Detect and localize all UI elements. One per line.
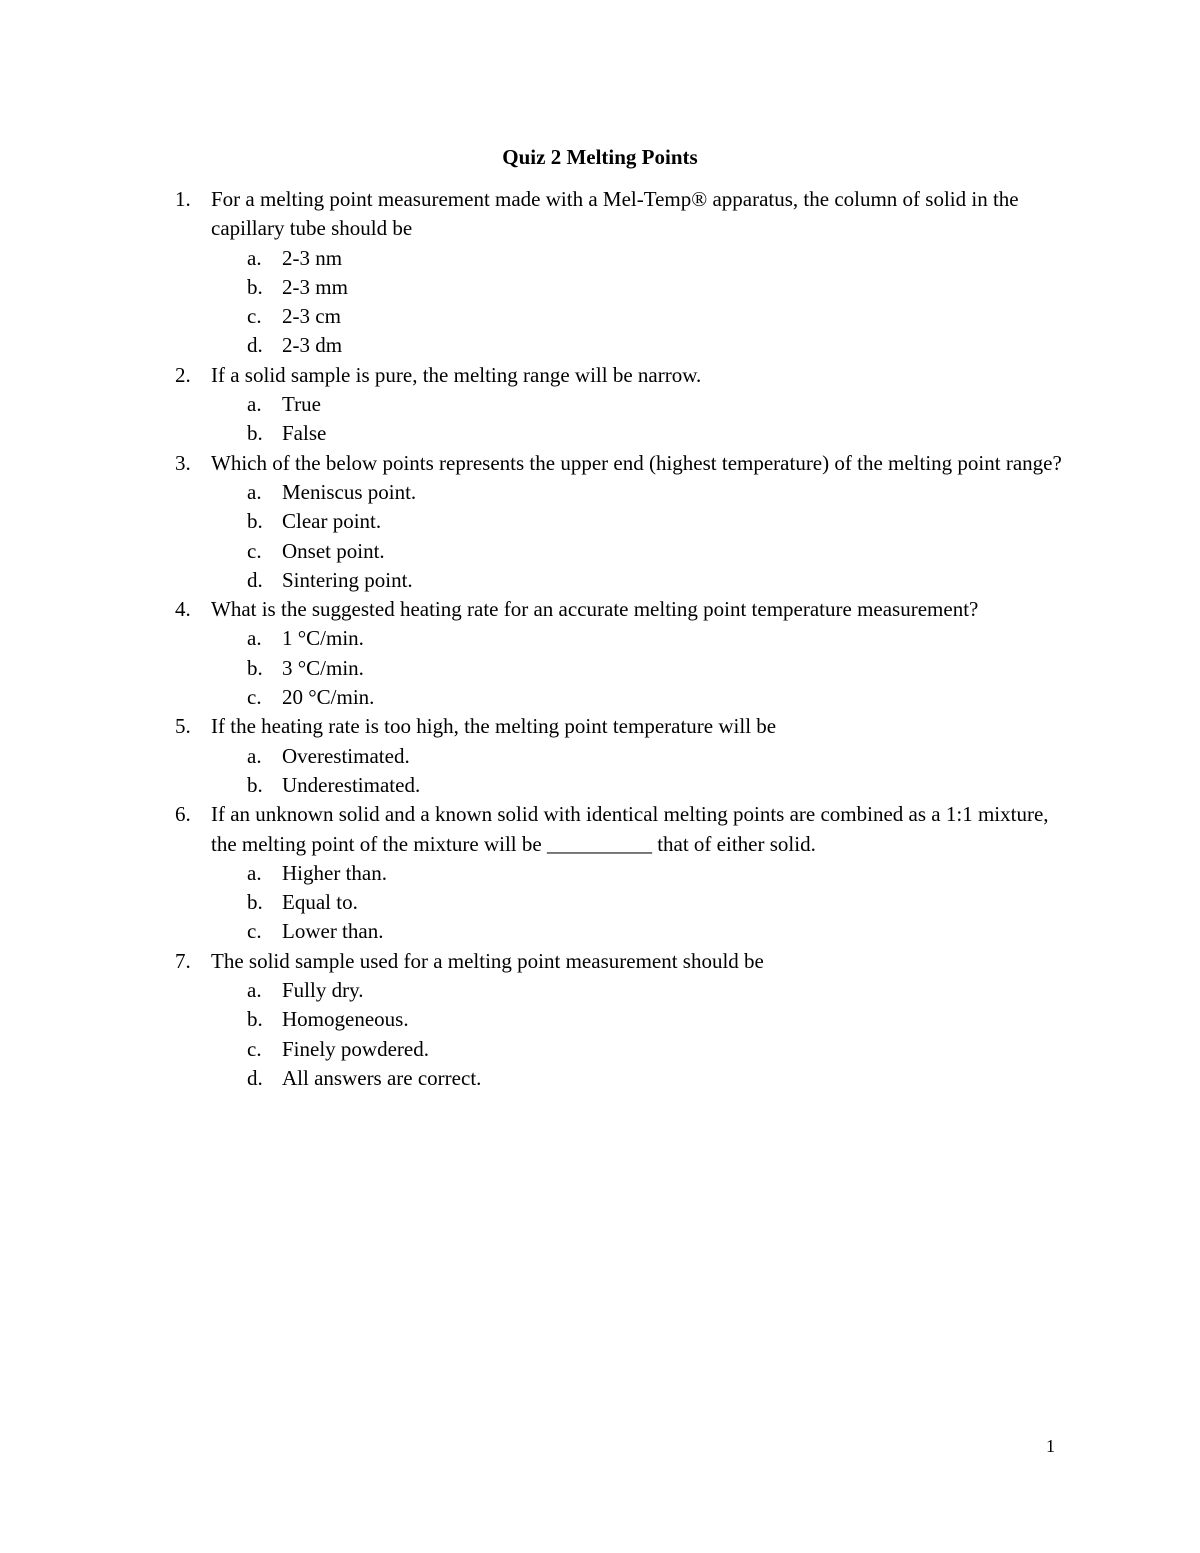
option-letter: b. — [247, 1007, 263, 1032]
question-7 — [0, 947, 1200, 1093]
question-number: 7. — [175, 948, 191, 973]
question-number: 2. — [175, 362, 191, 387]
question-stem — [0, 361, 1200, 390]
answer-option — [0, 1035, 1200, 1064]
answer-option — [0, 859, 1200, 888]
answer-option — [0, 888, 1200, 917]
option-text: Fully dry. — [282, 978, 364, 1003]
question-2 — [0, 361, 1200, 449]
answer-option — [0, 302, 1200, 331]
option-letter: c. — [247, 538, 262, 563]
answer-option — [0, 390, 1200, 419]
question-6 — [0, 800, 1200, 946]
option-text: Overestimated. — [282, 743, 410, 768]
option-text: 20 °C/min. — [282, 685, 375, 710]
option-letter: c. — [247, 1036, 262, 1061]
answer-option — [0, 507, 1200, 536]
question-number: 1. — [175, 187, 191, 211]
option-text: Onset point. — [282, 538, 385, 563]
question-stem — [0, 595, 1200, 624]
option-text: Higher than. — [282, 860, 387, 885]
option-letter: a. — [247, 479, 262, 504]
question-text: Which of the below points represents the upper end (highest temperature) of the melting point range? — [211, 450, 1062, 475]
option-letter: b. — [247, 274, 263, 299]
answer-option — [0, 566, 1200, 595]
option-letter: b. — [247, 772, 263, 797]
option-text: Equal to. — [282, 890, 358, 915]
question-number: 6. — [175, 802, 191, 827]
option-text: Homogeneous. — [282, 1007, 409, 1032]
option-text: All answers are correct. — [282, 1065, 482, 1090]
question-list — [0, 185, 1200, 1093]
option-letter: b. — [247, 890, 263, 915]
answer-option — [0, 624, 1200, 653]
option-text: 2-3 cm — [282, 304, 341, 329]
answer-option — [0, 1064, 1200, 1093]
question-5 — [0, 712, 1200, 800]
question-text: If a solid sample is pure, the melting range will be narrow. — [211, 362, 702, 387]
option-letter: d. — [247, 1065, 263, 1090]
question-number: 3. — [175, 450, 191, 475]
option-text: True — [282, 392, 321, 417]
answer-option — [0, 742, 1200, 771]
option-letter: a. — [247, 392, 262, 417]
question-4 — [0, 595, 1200, 712]
question-text: What is the suggested heating rate for an accurate melting point temperature measurement? — [211, 597, 979, 622]
answer-option — [0, 273, 1200, 302]
question-text: If the heating rate is too high, the melting point temperature will be — [211, 714, 777, 739]
option-letter: a. — [247, 245, 262, 270]
option-letter: d. — [247, 333, 263, 358]
option-text: Sintering point. — [282, 567, 413, 592]
question-stem — [0, 947, 1200, 976]
option-letter: a. — [247, 626, 262, 651]
option-letter: a. — [247, 860, 262, 885]
option-text: Finely powdered. — [282, 1036, 429, 1061]
option-letter: c. — [247, 304, 262, 329]
option-text: 1 °C/min. — [282, 626, 364, 651]
question-1 — [0, 185, 1200, 361]
option-text: Clear point. — [282, 509, 382, 534]
option-text: 3 °C/min. — [282, 655, 364, 680]
option-letter: b. — [247, 509, 263, 534]
question-stem — [0, 800, 1200, 859]
option-letter: c. — [247, 919, 262, 944]
page-number: 1 — [1046, 1436, 1055, 1456]
answer-option — [0, 244, 1200, 273]
question-text: The solid sample used for a melting point measurement should be — [211, 948, 764, 973]
option-text: 2-3 mm — [282, 274, 348, 299]
option-text: Underestimated. — [282, 772, 421, 797]
option-letter: a. — [247, 743, 262, 768]
option-text: 2-3 nm — [282, 245, 343, 270]
option-letter: b. — [247, 421, 263, 446]
option-text: 2-3 dm — [282, 333, 343, 358]
question-text: For a melting point measurement made with a Mel-Temp® apparatus, the column of solid in the capillary tube should be — [211, 187, 1019, 241]
question-number: 4. — [175, 597, 191, 622]
answer-option — [0, 419, 1200, 448]
answer-option — [0, 683, 1200, 712]
answer-option — [0, 1005, 1200, 1034]
option-letter: b. — [247, 655, 263, 680]
question-number: 5. — [175, 714, 191, 739]
question-stem — [0, 449, 1200, 478]
option-letter: d. — [247, 567, 263, 592]
question-stem — [0, 712, 1200, 741]
option-letter: c. — [247, 685, 262, 710]
answer-option — [0, 976, 1200, 1005]
option-text: Lower than. — [282, 919, 384, 944]
answer-option — [0, 478, 1200, 507]
option-text: False — [282, 421, 327, 446]
answer-option — [0, 654, 1200, 683]
question-3 — [0, 449, 1200, 595]
option-letter: a. — [247, 978, 262, 1003]
page-title: Quiz 2 Melting Points — [502, 145, 698, 169]
question-stem — [0, 185, 1200, 244]
answer-option — [0, 917, 1200, 946]
answer-option — [0, 771, 1200, 800]
option-text: Meniscus point. — [282, 479, 417, 504]
answer-option — [0, 331, 1200, 360]
question-text: If an unknown solid and a known solid with identical melting points are combined as a 1:1 mixture, the melting point of the mixture will be __________ that of either solid. — [211, 802, 1049, 856]
answer-option — [0, 537, 1200, 566]
